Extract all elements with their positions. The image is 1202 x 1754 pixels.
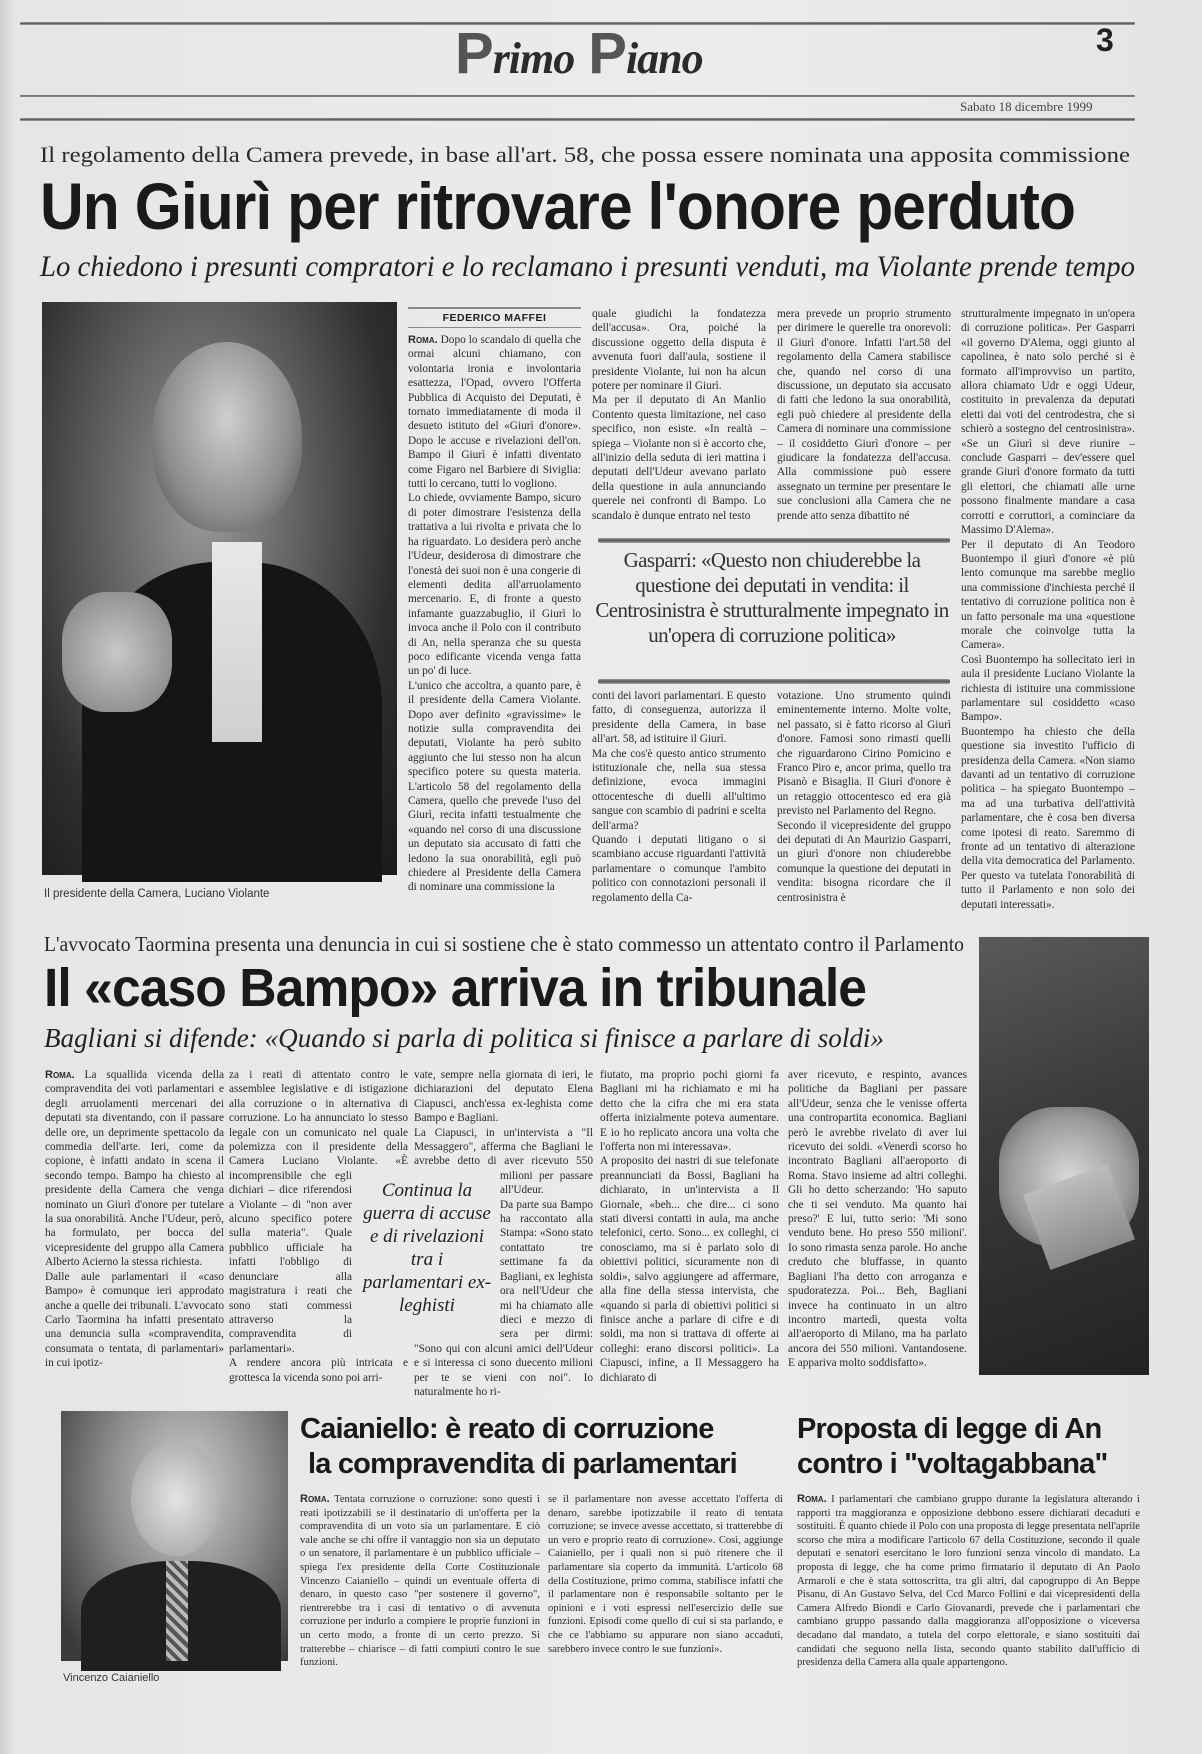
column-text: za i reati di attentato contro le assemblee legislative e di istigazione alla corruzione o in alternativa di corruzione. Lo ha annunciato lo stesso legale con un comunicato nel quale polemizza con il presidente della Camera Luciano Violante. «È incomprensibile che egli dichiari – dice riferendosi a Violante – di "non aver alcuno specifico potere sulla materia". Quale pubblico ufficiale ha infatti l'obbligo di denunciare alla magistratura i reati che sono stati commessi attraverso la compravendita di parlamentari». A rendere ancora più intricata e grottesca la vicenda sono poi arri- bbox=[229, 1069, 408, 1384]
byline: FEDERICO MAFFEI bbox=[408, 307, 581, 328]
photo-vincenzo-caianiello bbox=[61, 1411, 288, 1661]
article3-column-2: se il parlamentare non avesse accettato l'offerta di denaro, sarebbe ipotizzabile il reato di tentata corruzione; se invece avesse accettato, si tratterebbe di un vero e proprio reato di corruzione». Così, aggiunge Caianiello, per i quali non si può ritenere che il parlamentare sia coperto da immunità. L'articolo 68 della Costituzione, primo comma, stabilisce infatti che il parlamentare non è responsabile soltanto per le opinioni e i voti espressi nell'esercizio delle sue funzioni. Episodi come quello di cui si sta parlando, e che ce l'abbiamo su appurare non siano accaduti, sarebbero invece contro le sue funzioni». bbox=[548, 1494, 783, 1655]
article1-column-3-continued: votazione. Uno strumento quindi eminentemente interno. Molte volte, nel passato, si è fatto ricorso al Giurì d'onore. Famosi sono rimasti quelli che riguardarono Cirino Pomicino e Franco Piro e, ancor prima, quello tra Pisanò e Bisaglia. Il Giurì d'onore è un retaggio ottocentesco ed era già previsto nel Parlamento del Regno. Secondo il vicepresidente del gruppo dei deputati di An Maurizio Gasparri, un giurì d'onore non chiuderebbe comunque la questione dei deputati in vendita: bisogna ricordare che il centrosinistra è bbox=[777, 690, 951, 904]
article2-column-4: fiutato, ma proprio pochi giorni fa Bagliani mi ha richiamato e mi ha detto che la cifra che mi era stata offerta inizialmente poteva aumentare. E io ho replicato ancora una volta che l'offerta non mi interessava». A proposito dei nastri di sue telefonate preannunciati da Bossi, Bagliani ha dichiarato, in un'intervista a Il Giornale, «beh... che dire... ci sono stati diversi contatti in aula, ma anche telefonici, certo. Sono... ex colleghi, ci conosciamo, ma si è parlato solo di obiettivi politici, sicuramente non di soldi», salvo aggiungere ad affermare, alla fine della stessa intervista, che «quando si parla di obiettivi politici si finisce anche a parlare di cifre e di soldi, ma non si trattava di offerte ai colleghi: erano discorsi politici». La Ciapusci, infine, a Il Messaggero ha dichiarato di bbox=[600, 1069, 779, 1384]
article1-column-2: quale giudichi la fondatezza dell'accusa». Ora, poiché la discussione oggetto della disputa è avvenuta fuori dall'aula, sostiene il presidente Violante, lui non ha alcun potere per nominare il Giurì. Ma per il deputato di An Manlio Contento questa limitazione, nel caso specifico, non esiste. «In realtà – spiega – Violante non si è accorto che, all'inizio della seduta di ieri mattina i deputati dell'Udeur avevano parlato della questione in aula annunciando querele nei confronti di Bampo. Lo scandalo è dunque entrato nel testo bbox=[592, 308, 766, 522]
section-title bbox=[455, 20, 703, 87]
column-text: I parlamentari che cambiano gruppo durante la legislatura alterando i rapporti tra maggioranza e opposizione debbono essere dichiarati decaduti e sostituiti. È quanto chiede il Polo con una proposta di legge presentata nell'aprile scorso che mira a modificare l'articolo 67 della Costituzione, secondo il quale deputati e senatori esercitano le loro funzioni senza vincolo di mandato. La proposta di legge, che ha come primo firmatario il deputato di An Paolo Armaroli e che è stata sottoscritta, tra gli altri, dal capogruppo di An Beppe Pisanu, di An Gustavo Selva, del Ccd Marco Follini e dai vicepresidenti della Camera Alfredo Biondi e Carlo Giovanardi, prevede che i parlamentari che cambiano gruppo passando dalla maggioranza all'opposizione o viceversa decadano dal mandato, a tutela del corpo elettorale, e siano sostituiti dai candidati che seguono nella lista, secondo quanto stabilito dall'ufficio di presidenza della Camera alla quale appartengono. bbox=[797, 1494, 1140, 1669]
column-text: Tentata corruzione o corruzione: sono questi i reati ipotizzabili se il destinatario di un'offerta per la compravendita di un voto sia un parlamentare. E ciò vale anche se chi offre il vantaggio non sia un deputato o un senatore, il parlamentare è un pubblico ufficiale – spiega l'ex presidente della Corte Costituzionale Vincenzo Caianiello – quindi un eventuale offerta di denaro, in questo caso "per sostenere il governo", rientrerebbe tra i casi di tentativo o di avvenuta corruzione per indurlo a compiere le proprie funzioni in un certo modo, a fronte di un certo prezzo. Si tratterebbe – chiarisce – di fatti compiuti contro le sue funzioni. bbox=[300, 1494, 540, 1669]
headline-line: contro i "voltagabbana" bbox=[797, 1448, 1108, 1480]
article1-column-2-continued: conti dei lavori parlamentari. E questo fatto, di conseguenza, autorizza il presidente della Camera, in base all'art. 58, ad istituire il Giurì. Ma che cos'è questo antico strumento istituzionale che, nella sua stessa definizione, evoca immagini ottocentesche di duelli all'ultimo sangue con scambio di padrini e scelta dell'arma? Quando i deputati litigano o si scambiano accuse riguardanti l'attività parlamentare o comunque l'ambito politico con connotazioni personali il regolamento della Ca- bbox=[592, 690, 766, 904]
article4-body bbox=[797, 1493, 1140, 1685]
article2-column-1 bbox=[45, 1068, 224, 1392]
section-title-initial: P bbox=[455, 21, 493, 86]
header-rule-bottom bbox=[20, 118, 1135, 121]
article3-column-1 bbox=[300, 1493, 540, 1685]
section-title-word: iano bbox=[625, 34, 703, 83]
column-text: vate, sempre nella giornata di ieri, le dichiarazioni del deputato Elena Ciapusci, anch'essa ex-leghista come Bampo e Bagliani. La Ciapusci, in un'intervista a "Il Messaggero", afferma che Bagliani le avrebbe detto di aver ricevuto 550 milioni per passare all'Udeur. Da parte sua Bampo ha raccontato alla Stampa: «Sono stato contattato tre settimane fa da Bagliani, ex leghista ora nell'Udeur che mi ha chiamato alle dieci e mezzo di sera per dirmi: "Sono qui con alcuni amici dell'Udeur e si interessa ci sono duecento milioni per te se vieni con noi". Io naturalmente ho ri- bbox=[414, 1069, 593, 1398]
photo-caption: Vincenzo Caianiello bbox=[63, 1672, 160, 1684]
article1-headline: Un Giurì per ritrovare l'onore perduto bbox=[40, 169, 1075, 243]
article2-kicker: L'avvocato Taormina presenta una denuncia in cui si sostiene che è stato commesso un attentato contro il Parlamento bbox=[44, 932, 964, 956]
article1-kicker: Il regolamento della Camera prevede, in base all'art. 58, che possa essere nominata una apposita commissione bbox=[40, 142, 1130, 167]
article2-pull-quote: Continua la guerra di accuse e di rivelazioni tra i parlamentari ex-leghisti bbox=[362, 1180, 492, 1316]
issue-date: Sabato 18 dicembre 1999 bbox=[960, 99, 1093, 114]
article3-headline bbox=[300, 1412, 780, 1482]
article1-column-4: strutturalmente impegnato in un'opera di corruzione politica». Per Gasparri «il governo D'Alema, oggi giunto al capolinea, è nato solo perché si è formato all'improvviso un partito, allora chiamato Udr e oggi Udeur, costituito in prevalenza da deputati eletti dai voti del centrodestra, che si schierò a sostegno del centrosinistra». «Se un Giurì si deve riunire – conclude Gasparri – dev'essere quel grande Giurì d'onore formato da tutti gli elettori, che chiamati alle urne possono finalmente mandare a casa corrotti e corruttori, a cominciare da Massimo D'Alema». Per il deputato di An Teodoro Buontempo il giurì d'onore «è più lento comunque ma sarebbe meglio una commissione d'inchiesta perché il tentativo di corruzione politica non è un fatto personale ma una «questione morale che coinvolge tutta la Camera». Così Buontempo ha sollecitato ieri in aula il presidente Luciano Violante la richiesta di istituire una commissione parlamentare sul cosiddetto «caso Bampo». Buontempo ha chiesto che della questione sia investito l'ufficio di presidenza della Camera. «Non siamo davanti ad un tentativo di corruzione politica – ha spiegato Buontempo – ma ad una turbativa dell'attività parlamentare, che è cosa ben diversa come ipotesi di reato. Saremmo di fronte ad un tentativo di alterazione della vita democratica del Parlamento. Per questo va tutelata l'onorabilità di tutto il Parlamento e non solo dei deputati interessati». bbox=[961, 308, 1135, 911]
headline-line: Proposta di legge di An bbox=[797, 1413, 1102, 1445]
dateline: Roma. bbox=[408, 334, 438, 346]
dateline: Roma. bbox=[45, 1069, 75, 1081]
article1-column-3: mera prevede un proprio strumento per dirimere le querelle tra onorevoli: il Giurì d'onore. Infatti l'art.58 del regolamento della Camera stabilisce che, quando nel corso di una discussione, un deputato sia accusato di fatti che ledono la sua onorabilità, egli può chiedere al presidente della Camera di nominare una commissione – il cosiddetto Giurì d'onore – per giudicare la fondatezza dell'accusa. Alla commissione può essere assegnato un termine per presentare le sue conclusioni alla Camera che ne prende atto senza dibattito né bbox=[777, 308, 951, 522]
photo-caption: Il presidente della Camera, Luciano Violante bbox=[44, 888, 270, 900]
photo-banknotes-hands bbox=[979, 937, 1149, 1375]
pull-quote-rule-bottom bbox=[598, 679, 950, 684]
photo-luciano-violante bbox=[42, 302, 397, 875]
dateline: Roma. bbox=[797, 1493, 827, 1505]
column-text: Dopo lo scandalo di quella che ormai alcuni chiamano, con volontaria ironia e involontaria esattezza, l'Opad, ovvero l'Offerta Pubblica di Acquisto dei Deputati, è tornato immediatamente di moda il desueto istituto del «Giurì d'onore». Dopo le accuse e rivelazioni dell'on. Bampo il Giurì è infatti diventato come Figaro nel Barbiere di Siviglia: tutti lo cercano, tutti lo vogliono. Lo chiede, ovviamente Bampo, sicuro di poter dimostrare l'esistenza della trattativa a lui rivolta e privata che lo ha riguardato. Lo desidera però anche l'Udeur, desiderosa di dimostrare che l'onestà dei suoi non è una congerie di elementi dedita all'arruolamento mercenario. E, di fronte a questo infamante guazzabuglio, il Giurì lo invoca anche il Polo con il contributo di An, nella speranza che su questa poco edificante vicenda venga fatta un po' di luce. L'unico che accoltra, a quanto pare, è il presidente della Camera Violante. Dopo aver definito «gravissime» le notizie sulla compravendita dei deputati, Violante ha però subito aggiunto che lui stesso non ha alcun specifico potere su questa materia. L'articolo 58 del regolamento della Camera, quello che prevede l'uso del Giurì, recita infatti testualmente che «quando nel corso di una discussione un deputato sia accusato di fatti che ledono la sua onorabilità, egli può chiedere al Presidente della Camera di nominare una commissione la bbox=[408, 334, 581, 894]
article2-column-5: aver ricevuto, e respinto, avances politiche da Bagliani per passare all'Udeur, senza che le venisse offerta una contropartita economica. Bagliani però le avrebbe rivelato di aver lui ricevuto dei soldi. «Venerdì scorso ho incontrato Bagliani all'aeroporto di Roma. Stavo insieme ad altri colleghi. Gli ho detto scherzando: 'Ho saputo che ti sei venduto. Ma quanto hai preso?' E lui, tutto serio: 'Mi sono venduto bene. Ho preso 550 milioni'. Io sono rimasta senza parole. Ho anche creduto che bluffasse, in quanto Bagliani l'ha detto con arroganza e spudoratezza. Poi... Beh, Bagliani invece ha continuato in un altro incontro martedì, questa volta all'aeroporto di Milano, ma ha parlato ancora dei 550 milioni. Vantandosene. E appariva molto soddisfatto». bbox=[788, 1069, 967, 1370]
section-title-word: rimo bbox=[492, 34, 575, 83]
header-rule-middle bbox=[20, 95, 1135, 97]
column-text: La squallida vicenda della compravendita dei voti parlamentari e degli arruolamenti mercenari dei deputati sta diventando, con il passare delle ore, un deprimente spettacolo da commedia dell'arte. Ieri, come da copione, è infatti andato in scena il secondo tempo. Bampo ha chiesto al presidente della Camera che venga nominato un Giurì d'onore per tutelare la sua onorabilità. Anche l'Udeur, però, ha formulato, per bocca del vicepresidente del gruppo alla Camera Alberto Acierno la stessa richiesta. Dalle aule parlamentari il «caso Bampo» è comunque ieri approdato anche a quelle dei tribunali. L'avvocato Carlo Taormina ha infatti presentato una denuncia sulla «compravendita, consumata o tentata, di parlamentari» in cui ipotiz- bbox=[45, 1069, 224, 1370]
dateline: Roma. bbox=[300, 1493, 330, 1505]
section-title-initial: P bbox=[588, 21, 626, 86]
pull-quote-rule-top bbox=[598, 538, 950, 543]
article1-subhead: Lo chiedono i presunti compratori e lo reclamano i presunti venduti, ma Violante prende tempo bbox=[40, 250, 1135, 283]
article2-subhead: Bagliani si difende: «Quando si parla di politica si finisce a parlare di soldi» bbox=[44, 1023, 884, 1053]
article1-pull-quote: Gasparri: «Questo non chiuderebbe la questione dei deputati in vendita: il Centrosinistra è strutturalmente impegnato in un'opera di corruzione politica» bbox=[595, 548, 949, 647]
article1-column-1 bbox=[408, 333, 581, 903]
article2-column-3 bbox=[414, 1068, 593, 1398]
article4-headline bbox=[797, 1412, 1142, 1482]
article2-headline: Il «caso Bampo» arriva in tribunale bbox=[44, 958, 866, 1018]
headline-line: Caianiello: è reato di corruzione bbox=[300, 1413, 714, 1445]
headline-line: la compravendita di parlamentari bbox=[308, 1448, 737, 1480]
page-number: 3 bbox=[1096, 22, 1114, 58]
